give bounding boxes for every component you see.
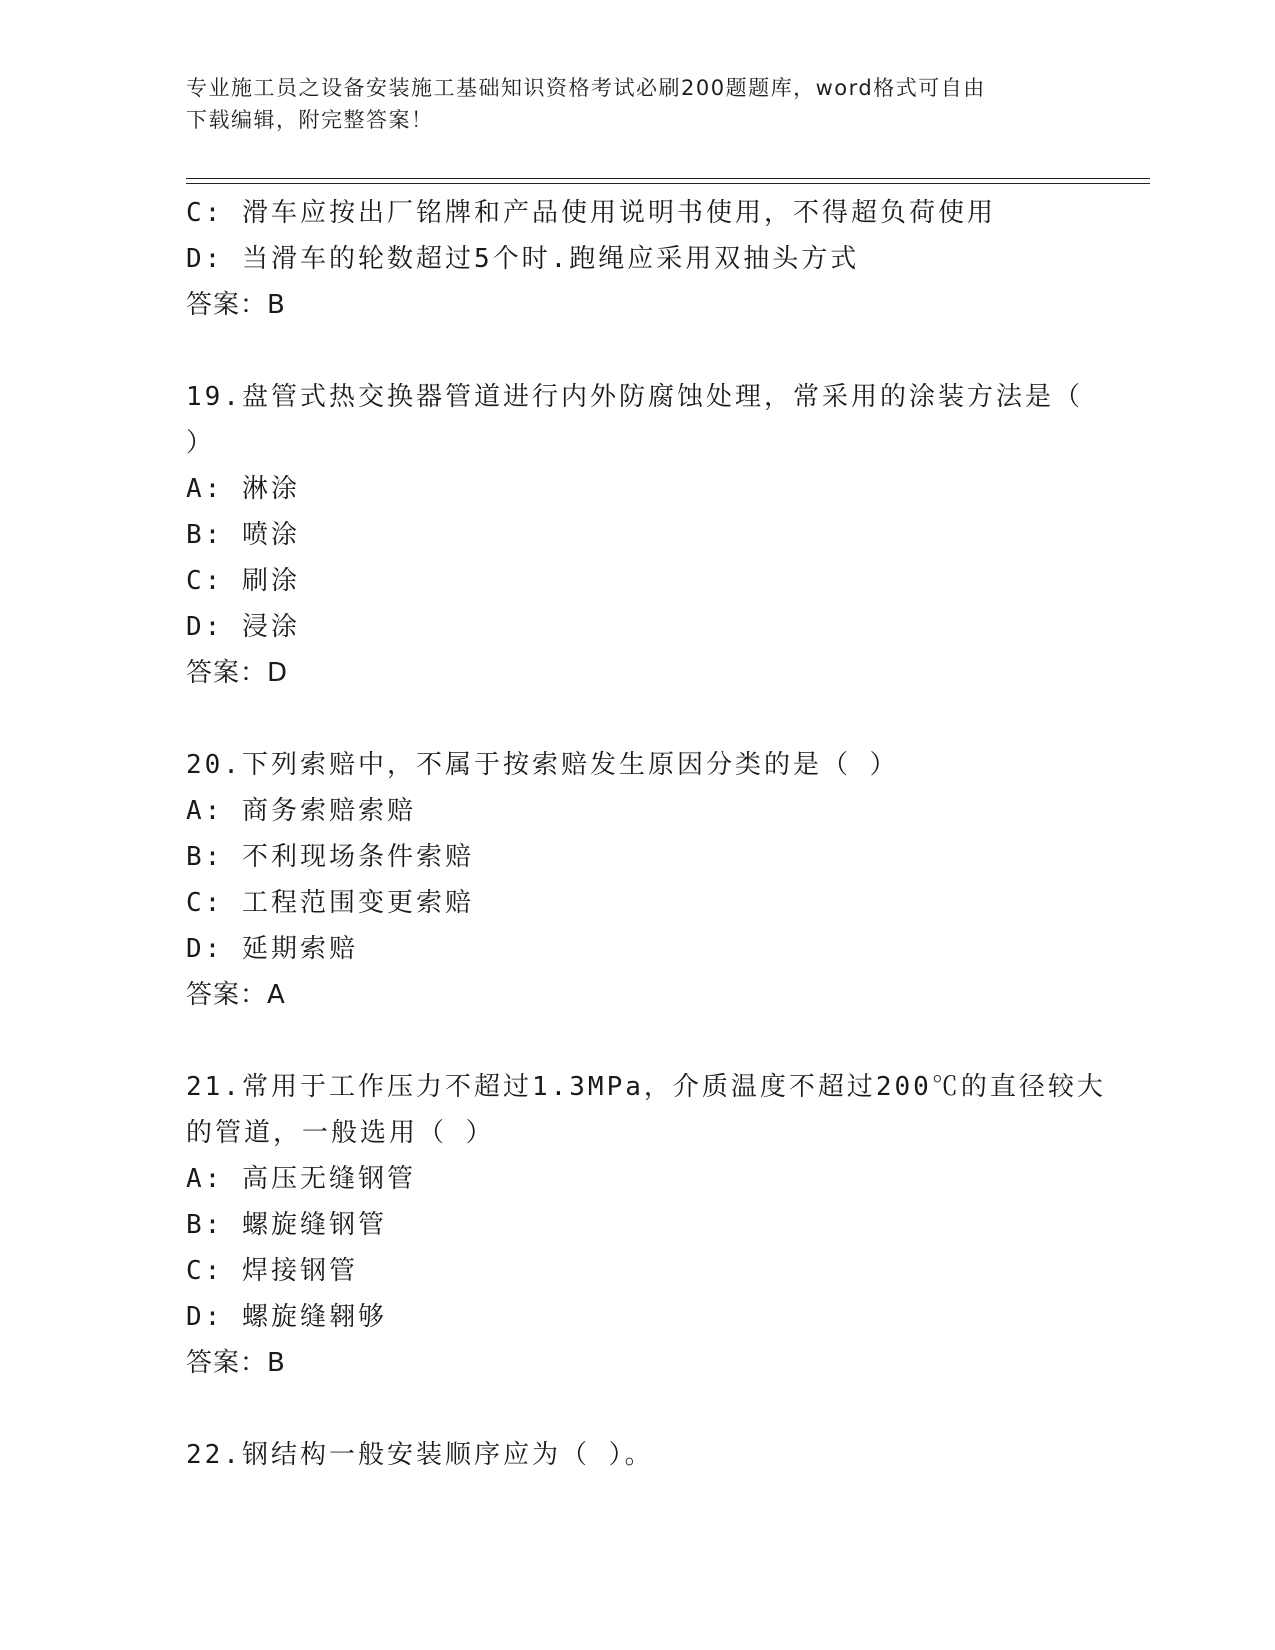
option-d: D: 浸涂	[186, 612, 300, 642]
question-21	[186, 1064, 1106, 1386]
question-stem: 20.下列索赔中，不属于按索赔发生原因分类的是（ ）	[186, 750, 899, 780]
question-22	[186, 1432, 1086, 1478]
option-d: D: 当滑车的轮数超过5个时.跑绳应采用双抽头方式	[186, 244, 860, 274]
option-a: A: 高压无缝钢管	[186, 1164, 416, 1194]
header-line-1: 专业施工员之设备安装施工基础知识资格考试必刷200题题库，word格式可自由	[186, 76, 986, 100]
question-stem-continued: ）	[186, 428, 216, 458]
option-c: C: 刷涂	[186, 566, 300, 596]
option-d: D: 延期索赔	[186, 934, 358, 964]
question-stem: 22.钢结构一般安装顺序应为（ ）。	[186, 1440, 654, 1470]
question-stem-continued: 的管道，一般选用（ ）	[186, 1118, 495, 1148]
document-header	[186, 72, 1066, 136]
spacer	[186, 696, 1086, 742]
option-a: A: 淋涂	[186, 474, 300, 504]
spacer	[186, 1018, 1086, 1064]
question-19	[186, 374, 1086, 696]
spacer	[186, 1386, 1086, 1432]
option-d: D: 螺旋缝翱够	[186, 1302, 387, 1332]
option-c: C: 滑车应按出厂铭牌和产品使用说明书使用，不得超负荷使用	[186, 198, 996, 228]
option-a: A: 商务索赔索赔	[186, 796, 416, 826]
question-stem: 21.常用于工作压力不超过1.3MPa，介质温度不超过200℃的直径较大	[186, 1072, 1106, 1102]
option-c: C: 工程范围变更索赔	[186, 888, 474, 918]
question-20	[186, 742, 1086, 1018]
option-b: B: 喷涂	[186, 520, 300, 550]
spacer	[186, 328, 1086, 374]
header-line-2: 下载编辑，附完整答案！	[186, 108, 434, 132]
answer-line: 答案：B	[186, 290, 286, 320]
answer-line: 答案：D	[186, 658, 289, 688]
option-c: C: 焊接钢管	[186, 1256, 358, 1286]
answer-line: 答案：A	[186, 980, 286, 1010]
header-divider-bottom	[186, 183, 1150, 184]
option-b: B: 不利现场条件索赔	[186, 842, 474, 872]
answer-line: 答案：B	[186, 1348, 286, 1378]
question-18-tail	[186, 190, 1086, 328]
question-stem: 19.盘管式热交换器管道进行内外防腐蚀处理，常采用的涂装方法是（	[186, 382, 1083, 412]
option-b: B: 螺旋缝钢管	[186, 1210, 387, 1240]
question-content	[186, 190, 1106, 1478]
header-divider-top	[186, 178, 1150, 179]
